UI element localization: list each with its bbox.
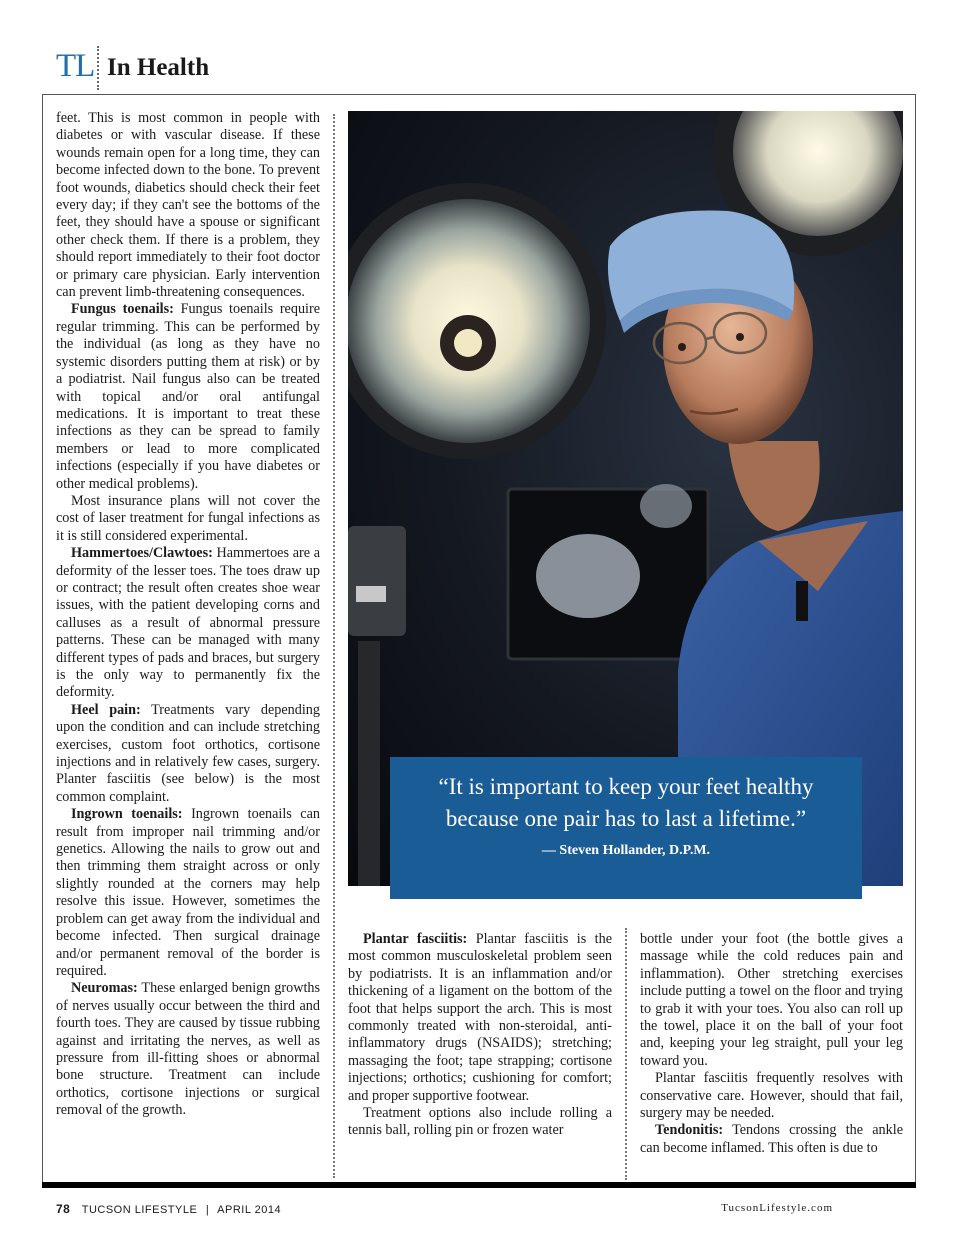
footer-separator: | (205, 1204, 210, 1216)
subhead: Tendonitis: (655, 1122, 724, 1139)
paragraph: Treatment options also include rolling a tennis ball, rolling pin or frozen water (348, 1105, 612, 1139)
paragraph: Heel pain: Treatments vary depending upon the condition and can include stretching exercises, custom foot orthotics, cortisone injections and in relatively few cases, surgery. Planter fasciitis (see below) is the most common complaint. (56, 701, 320, 805)
page-number: 78 (56, 1202, 71, 1216)
paragraph: Plantar fasciitis frequently resolves with conservative care. However, should that fail, surgery may be needed. (640, 1070, 903, 1122)
pull-quote-attribution: — Steven Hollander, D.P.M. (541, 843, 711, 858)
website-url: TucsonLifestyle.com (721, 1202, 833, 1214)
paragraph: Tendonitis: Tendons crossing the ankle can become inflamed. This often is due to (640, 1122, 903, 1156)
paragraph: Most insurance plans will not cover the cost of laser treatment for fungal infections as it is still considered experimental. (56, 492, 320, 544)
paragraph: bottle under your foot (the bottle gives a massage while the cold reduces pain and inflammation). Other stretching exercises include putting a towel on the floor and trying to grab it with your toes. You also can roll up the towel, place it on the ball of your foot and, keeping your leg straight, pull your leg toward you. (640, 931, 903, 1069)
issue-date: APRIL 2014 (217, 1204, 282, 1216)
article-column-3 (640, 931, 903, 1157)
subhead: Plantar fasciitis: (363, 931, 468, 947)
pull-quote (390, 757, 862, 899)
section-title: In Health (107, 54, 210, 81)
publication-name: TUCSON LIFESTYLE (81, 1204, 198, 1216)
column-rule-left (333, 114, 335, 1178)
page-footer (56, 1202, 281, 1216)
article-column-1 (56, 110, 320, 1120)
pull-quote-text: “It is important to keep your feet healthy because one pair has to last a lifetime.” (438, 774, 814, 831)
paragraph: Ingrown toenails: Ingrown toenails can result from improper nail trimming and/or genetics. Allowing the nails to grow out and then trimming them straight across or only slightly rounded at the corners may help resolve this issue. However, sometimes the problem can get away from the individual and become infected. Then surgical drainage and/or permanent removal of the border is required. (56, 806, 320, 979)
paragraph: Plantar fasciitis: Plantar fasciitis is the most common musculoskeletal problem seen by podiatrists. It is an inflammation and/or thickening of a ligament on the bottom of the foot that helps support the arch. This is most commonly treated with non-steroidal, anti-inflammatory drugs (NSAIDS); stretching; massaging the foot; tape strapping; cortisone injections; orthotics; cushioning for comfort; and proper supportive footwear. (348, 931, 612, 1104)
paragraph: feet. This is most common in people with diabetes or with vascular disease. If these wounds remain open for a long time, they can become infected down to the bone. To prevent foot wounds, diabetics should check their feet every day; if they can't see the bottoms of the feet, they should have a spouse or significant other check them. If there is a problem, they should report immediately to their foot doctor or primary care physician. Early intervention can prevent limb-threatening consequences. (56, 110, 320, 301)
article-column-2 (348, 931, 612, 1140)
subhead: Ingrown toenails: (71, 806, 183, 823)
paragraph: Hammertoes/Clawtoes: Hammertoes are a deformity of the lesser toes. The toes draw up or contract; the result often creates shoe wear issues, with the patient developing corns and calluses as a result of abnormal pressure patterns. These can be managed with many different types of pads and braces, but surgery is the only way to permanently fix the deformity. (56, 545, 320, 701)
header-divider (97, 46, 99, 90)
subhead: Hammertoes/Clawtoes: (71, 545, 213, 562)
magazine-logo: TL (56, 48, 95, 84)
subhead: Heel pain: (71, 701, 141, 718)
footer-rule (42, 1182, 916, 1188)
subhead: Neuromas: (71, 980, 138, 997)
paragraph: Neuromas: These enlarged benign growths of nerves usually occur between the third and fourth toes. They are caused by tissue rubbing against and irritating the nerves, as well as pressure from ill-fitting shoes or abnormal bone structure. Treatment can include orthotics, cortisone injections or surgical removal of the growth. (56, 980, 320, 1119)
paragraph: Fungus toenails: Fungus toenails require regular trimming. This can be performed by the individual (as long as they have no systemic disorders putting them at risk) or by a podiatrist. Nail fungus also can be treated with topical and/or oral antifungal medications. It is important to treat these infections as they can be spread to family members or lead to more complicated infections (especially if you have diabetes or other medical problems). (56, 301, 321, 492)
column-rule-right (625, 928, 627, 1180)
subhead: Fungus toenails: (71, 301, 174, 318)
